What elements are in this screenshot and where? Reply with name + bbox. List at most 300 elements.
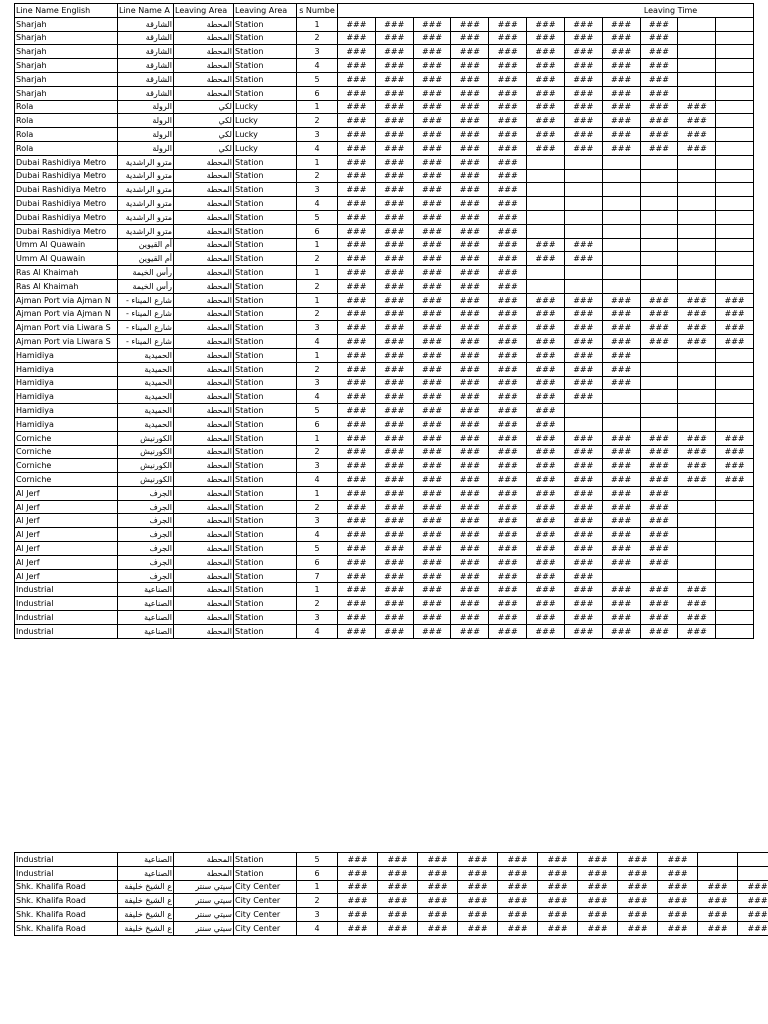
leaving-area-arabic-cell[interactable]: لكي [174, 141, 234, 155]
leaving-area-arabic-cell[interactable]: المحطة [174, 611, 234, 625]
line-name-english-cell[interactable]: Rola [15, 100, 118, 114]
leaving-area-arabic-cell[interactable]: المحطة [174, 404, 234, 418]
leaving-area-arabic-cell[interactable]: المحطة [174, 362, 234, 376]
leaving-time-cell[interactable]: ### [578, 894, 618, 908]
leaving-time-cell[interactable]: ### [578, 853, 618, 867]
leaving-time-cell[interactable] [527, 155, 565, 169]
leaving-area-english-cell[interactable]: Station [234, 404, 297, 418]
leaving-time-cell[interactable]: ### [489, 335, 527, 349]
leaving-time-cell[interactable]: ### [489, 307, 527, 321]
leaving-time-cell[interactable]: ### [640, 307, 678, 321]
leaving-time-cell[interactable] [698, 866, 738, 880]
leaving-time-cell[interactable]: ### [578, 866, 618, 880]
leaving-time-cell[interactable]: ### [413, 348, 451, 362]
leaving-time-cell[interactable]: ### [564, 252, 602, 266]
leaving-time-cell[interactable] [678, 376, 716, 390]
leaving-time-cell[interactable]: ### [602, 307, 640, 321]
line-name-english-cell[interactable]: Industrial [15, 583, 118, 597]
line-name-arabic-cell[interactable]: ع الشيخ خليفة [118, 908, 174, 922]
leaving-time-cell[interactable]: ### [602, 583, 640, 597]
leaving-time-cell[interactable]: ### [458, 921, 498, 935]
leaving-time-cell[interactable]: ### [375, 183, 413, 197]
leaving-time-cell[interactable]: ### [375, 348, 413, 362]
leaving-time-cell[interactable]: ### [602, 473, 640, 487]
line-name-english-cell[interactable]: Al Jerf [15, 486, 118, 500]
leaving-time-cell[interactable]: ### [489, 72, 527, 86]
line-name-english-cell[interactable]: Industrial [15, 597, 118, 611]
leaving-time-cell[interactable]: ### [489, 31, 527, 45]
leaving-area-english-cell[interactable]: Station [234, 500, 297, 514]
line-name-english-cell[interactable]: Industrial [15, 853, 118, 867]
line-name-arabic-cell[interactable]: ع الشيخ خليفة [118, 894, 174, 908]
leaving-area-english-cell[interactable]: Station [234, 86, 297, 100]
leaving-time-cell[interactable]: ### [678, 445, 716, 459]
line-name-english-cell[interactable]: Dubai Rashidiya Metro [15, 169, 118, 183]
leaving-time-cell[interactable]: ### [451, 611, 489, 625]
line-name-english-cell[interactable]: Al Jerf [15, 500, 118, 514]
leaving-time-cell[interactable]: ### [640, 542, 678, 556]
leaving-time-cell[interactable]: ### [564, 114, 602, 128]
leaving-time-cell[interactable] [678, 238, 716, 252]
leaving-time-cell[interactable]: ### [489, 376, 527, 390]
leaving-area-english-cell[interactable]: Station [234, 514, 297, 528]
leaving-time-cell[interactable] [678, 210, 716, 224]
line-name-english-cell[interactable]: Umm Al Quawain [15, 252, 118, 266]
leaving-time-cell[interactable] [678, 486, 716, 500]
leaving-time-cell[interactable]: ### [738, 894, 768, 908]
leaving-time-cell[interactable]: ### [640, 500, 678, 514]
leaving-time-cell[interactable]: ### [451, 335, 489, 349]
leaving-time-cell[interactable]: ### [678, 141, 716, 155]
line-name-english-cell[interactable]: Hamidiya [15, 390, 118, 404]
leaving-time-cell[interactable]: ### [602, 514, 640, 528]
leaving-time-cell[interactable]: ### [413, 404, 451, 418]
leaving-time-cell[interactable]: ### [375, 210, 413, 224]
bus-number-cell[interactable]: 2 [297, 114, 338, 128]
leaving-area-arabic-cell[interactable]: المحطة [174, 853, 234, 867]
leaving-time-cell[interactable] [564, 404, 602, 418]
leaving-time-cell[interactable]: ### [338, 880, 378, 894]
leaving-time-cell[interactable]: ### [338, 86, 376, 100]
leaving-area-english-cell[interactable]: Station [234, 279, 297, 293]
leaving-time-cell[interactable]: ### [564, 514, 602, 528]
leaving-area-arabic-cell[interactable]: المحطة [174, 583, 234, 597]
leaving-time-cell[interactable]: ### [451, 597, 489, 611]
leaving-area-arabic-cell[interactable]: المحطة [174, 169, 234, 183]
leaving-time-cell[interactable]: ### [564, 45, 602, 59]
leaving-time-cell[interactable]: ### [564, 431, 602, 445]
leaving-time-cell[interactable] [716, 404, 754, 418]
bus-number-cell[interactable]: 5 [297, 404, 338, 418]
leaving-time-cell[interactable]: ### [640, 45, 678, 59]
leaving-time-cell[interactable]: ### [678, 611, 716, 625]
leaving-area-arabic-cell[interactable]: المحطة [174, 266, 234, 280]
line-name-english-cell[interactable]: Sharjah [15, 72, 118, 86]
line-name-english-cell[interactable]: Dubai Rashidiya Metro [15, 183, 118, 197]
leaving-time-cell[interactable] [602, 390, 640, 404]
leaving-time-cell[interactable]: ### [564, 542, 602, 556]
leaving-time-cell[interactable]: ### [602, 445, 640, 459]
leaving-time-cell[interactable]: ### [458, 866, 498, 880]
leaving-area-arabic-cell[interactable]: المحطة [174, 486, 234, 500]
leaving-area-english-cell[interactable]: Station [234, 459, 297, 473]
leaving-time-cell[interactable]: ### [451, 486, 489, 500]
bus-number-cell[interactable]: 2 [297, 362, 338, 376]
leaving-area-arabic-cell[interactable]: المحطة [174, 31, 234, 45]
leaving-time-cell[interactable] [602, 169, 640, 183]
leaving-area-english-cell[interactable]: Station [234, 183, 297, 197]
leaving-time-cell[interactable] [678, 45, 716, 59]
line-name-arabic-cell[interactable]: مترو الراشدية [118, 169, 174, 183]
leaving-time-cell[interactable]: ### [338, 31, 376, 45]
leaving-area-arabic-cell[interactable]: المحطة [174, 238, 234, 252]
leaving-time-cell[interactable]: ### [489, 224, 527, 238]
leaving-time-cell[interactable] [602, 569, 640, 583]
leaving-time-cell[interactable]: ### [458, 894, 498, 908]
header-leaving-area-arabic[interactable]: Leaving Area [174, 4, 234, 18]
leaving-area-english-cell[interactable]: Lucky [234, 141, 297, 155]
leaving-time-cell[interactable]: ### [375, 72, 413, 86]
leaving-time-cell[interactable]: ### [338, 321, 376, 335]
leaving-time-cell[interactable]: ### [489, 183, 527, 197]
line-name-english-cell[interactable]: Rola [15, 114, 118, 128]
leaving-time-cell[interactable]: ### [489, 197, 527, 211]
leaving-time-cell[interactable]: ### [375, 293, 413, 307]
line-name-arabic-cell[interactable]: الكورنيش [118, 445, 174, 459]
leaving-time-cell[interactable]: ### [564, 307, 602, 321]
leaving-time-cell[interactable]: ### [489, 362, 527, 376]
line-name-arabic-cell[interactable]: الكورنيش [118, 459, 174, 473]
leaving-area-english-cell[interactable]: Station [234, 542, 297, 556]
leaving-time-cell[interactable]: ### [564, 362, 602, 376]
leaving-area-arabic-cell[interactable]: سيتي سنتر [174, 894, 234, 908]
leaving-time-cell[interactable]: ### [375, 376, 413, 390]
leaving-time-cell[interactable]: ### [338, 500, 376, 514]
leaving-time-cell[interactable] [678, 390, 716, 404]
leaving-time-cell[interactable] [602, 266, 640, 280]
leaving-time-cell[interactable] [738, 866, 768, 880]
leaving-time-cell[interactable] [678, 542, 716, 556]
leaving-time-cell[interactable]: ### [527, 128, 565, 142]
leaving-area-english-cell[interactable]: Station [234, 224, 297, 238]
bus-number-cell[interactable]: 3 [297, 45, 338, 59]
line-name-arabic-cell[interactable]: الكورنيش [118, 431, 174, 445]
leaving-area-english-cell[interactable]: Lucky [234, 114, 297, 128]
line-name-english-cell[interactable]: Ajman Port via Ajman N [15, 293, 118, 307]
leaving-time-cell[interactable]: ### [640, 459, 678, 473]
leaving-time-cell[interactable]: ### [618, 894, 658, 908]
leaving-time-cell[interactable]: ### [451, 59, 489, 73]
leaving-time-cell[interactable]: ### [640, 321, 678, 335]
leaving-time-cell[interactable]: ### [451, 445, 489, 459]
leaving-time-cell[interactable]: ### [564, 569, 602, 583]
leaving-time-cell[interactable] [716, 17, 754, 31]
leaving-time-cell[interactable]: ### [489, 210, 527, 224]
line-name-arabic-cell[interactable]: الجرف [118, 500, 174, 514]
leaving-time-cell[interactable]: ### [338, 431, 376, 445]
leaving-area-english-cell[interactable]: Station [234, 486, 297, 500]
leaving-time-cell[interactable]: ### [602, 45, 640, 59]
leaving-time-cell[interactable] [527, 279, 565, 293]
leaving-time-cell[interactable]: ### [338, 141, 376, 155]
leaving-time-cell[interactable] [716, 514, 754, 528]
leaving-time-cell[interactable] [640, 279, 678, 293]
leaving-area-english-cell[interactable]: Station [234, 417, 297, 431]
leaving-time-cell[interactable] [716, 114, 754, 128]
leaving-time-cell[interactable]: ### [640, 597, 678, 611]
bus-number-cell[interactable]: 5 [297, 72, 338, 86]
header-leaving-time[interactable] [338, 4, 754, 18]
leaving-time-cell[interactable] [678, 279, 716, 293]
leaving-time-cell[interactable]: ### [527, 542, 565, 556]
leaving-time-cell[interactable]: ### [640, 86, 678, 100]
leaving-time-cell[interactable]: ### [418, 853, 458, 867]
leaving-time-cell[interactable]: ### [413, 390, 451, 404]
bus-number-cell[interactable]: 1 [297, 293, 338, 307]
leaving-time-cell[interactable]: ### [375, 583, 413, 597]
leaving-area-english-cell[interactable]: Station [234, 569, 297, 583]
leaving-time-cell[interactable] [602, 210, 640, 224]
leaving-time-cell[interactable]: ### [375, 431, 413, 445]
leaving-time-cell[interactable]: ### [489, 486, 527, 500]
bus-number-cell[interactable]: 4 [297, 141, 338, 155]
line-name-english-cell[interactable]: Hamidiya [15, 362, 118, 376]
leaving-time-cell[interactable]: ### [375, 307, 413, 321]
leaving-area-english-cell[interactable]: City Center [234, 880, 297, 894]
leaving-time-cell[interactable]: ### [375, 100, 413, 114]
leaving-time-cell[interactable]: ### [413, 542, 451, 556]
leaving-time-cell[interactable]: ### [338, 72, 376, 86]
leaving-time-cell[interactable]: ### [418, 921, 458, 935]
line-name-english-cell[interactable]: Dubai Rashidiya Metro [15, 224, 118, 238]
leaving-time-cell[interactable]: ### [413, 569, 451, 583]
leaving-time-cell[interactable]: ### [538, 853, 578, 867]
leaving-time-cell[interactable]: ### [602, 100, 640, 114]
leaving-time-cell[interactable]: ### [602, 431, 640, 445]
leaving-time-cell[interactable]: ### [602, 486, 640, 500]
line-name-arabic-cell[interactable]: الصناعية [118, 611, 174, 625]
leaving-area-arabic-cell[interactable]: المحطة [174, 197, 234, 211]
leaving-time-cell[interactable]: ### [489, 252, 527, 266]
leaving-time-cell[interactable]: ### [338, 348, 376, 362]
leaving-time-cell[interactable] [640, 404, 678, 418]
bus-number-cell[interactable]: 3 [297, 514, 338, 528]
leaving-time-cell[interactable]: ### [618, 853, 658, 867]
leaving-time-cell[interactable]: ### [338, 224, 376, 238]
leaving-time-cell[interactable]: ### [716, 459, 754, 473]
leaving-area-arabic-cell[interactable]: المحطة [174, 390, 234, 404]
line-name-arabic-cell[interactable]: الحميدية [118, 362, 174, 376]
leaving-time-cell[interactable] [640, 569, 678, 583]
bus-number-cell[interactable]: 6 [297, 866, 338, 880]
leaving-time-cell[interactable]: ### [578, 908, 618, 922]
line-name-english-cell[interactable]: Shk. Khalifa Road [15, 880, 118, 894]
leaving-time-cell[interactable] [716, 486, 754, 500]
leaving-area-english-cell[interactable]: Lucky [234, 128, 297, 142]
leaving-time-cell[interactable] [738, 853, 768, 867]
leaving-time-cell[interactable]: ### [640, 583, 678, 597]
leaving-area-english-cell[interactable]: Station [234, 266, 297, 280]
line-name-arabic-cell[interactable]: ع الشيخ خليفة [118, 880, 174, 894]
leaving-time-cell[interactable]: ### [451, 459, 489, 473]
leaving-time-cell[interactable]: ### [413, 376, 451, 390]
leaving-time-cell[interactable]: ### [527, 86, 565, 100]
leaving-time-cell[interactable] [678, 169, 716, 183]
leaving-time-cell[interactable]: ### [640, 486, 678, 500]
leaving-time-cell[interactable]: ### [527, 293, 565, 307]
leaving-time-cell[interactable]: ### [338, 569, 376, 583]
leaving-time-cell[interactable]: ### [338, 114, 376, 128]
leaving-time-cell[interactable]: ### [413, 500, 451, 514]
leaving-time-cell[interactable]: ### [375, 86, 413, 100]
line-name-arabic-cell[interactable]: الجرف [118, 486, 174, 500]
line-name-arabic-cell[interactable]: شارع الميناء - [118, 293, 174, 307]
leaving-time-cell[interactable]: ### [413, 169, 451, 183]
line-name-arabic-cell[interactable]: الصناعية [118, 624, 174, 638]
line-name-arabic-cell[interactable]: الجرف [118, 542, 174, 556]
leaving-time-cell[interactable]: ### [451, 72, 489, 86]
line-name-english-cell[interactable]: Al Jerf [15, 555, 118, 569]
leaving-time-cell[interactable]: ### [338, 335, 376, 349]
leaving-time-cell[interactable]: ### [375, 362, 413, 376]
leaving-time-cell[interactable]: ### [451, 224, 489, 238]
leaving-time-cell[interactable]: ### [418, 880, 458, 894]
line-name-english-cell[interactable]: Corniche [15, 473, 118, 487]
leaving-time-cell[interactable]: ### [678, 128, 716, 142]
line-name-english-cell[interactable]: Umm Al Quawain [15, 238, 118, 252]
leaving-time-cell[interactable] [602, 404, 640, 418]
line-name-english-cell[interactable]: Dubai Rashidiya Metro [15, 210, 118, 224]
leaving-time-cell[interactable]: ### [698, 894, 738, 908]
leaving-time-cell[interactable]: ### [413, 197, 451, 211]
leaving-time-cell[interactable] [602, 155, 640, 169]
leaving-time-cell[interactable]: ### [413, 597, 451, 611]
leaving-time-cell[interactable]: ### [640, 17, 678, 31]
line-name-english-cell[interactable]: Dubai Rashidiya Metro [15, 197, 118, 211]
leaving-time-cell[interactable]: ### [527, 569, 565, 583]
leaving-time-cell[interactable]: ### [527, 514, 565, 528]
bus-number-cell[interactable]: 1 [297, 431, 338, 445]
leaving-time-cell[interactable]: ### [413, 224, 451, 238]
leaving-time-cell[interactable]: ### [489, 583, 527, 597]
line-name-english-cell[interactable]: Sharjah [15, 86, 118, 100]
leaving-time-cell[interactable]: ### [498, 880, 538, 894]
leaving-time-cell[interactable]: ### [413, 183, 451, 197]
line-name-arabic-cell[interactable]: الحميدية [118, 404, 174, 418]
leaving-time-cell[interactable]: ### [451, 100, 489, 114]
leaving-time-cell[interactable]: ### [413, 583, 451, 597]
line-name-arabic-cell[interactable]: الحميدية [118, 376, 174, 390]
bus-number-cell[interactable]: 2 [297, 307, 338, 321]
leaving-time-cell[interactable]: ### [338, 307, 376, 321]
leaving-time-cell[interactable]: ### [375, 486, 413, 500]
leaving-area-arabic-cell[interactable]: المحطة [174, 183, 234, 197]
leaving-time-cell[interactable]: ### [640, 128, 678, 142]
leaving-time-cell[interactable] [527, 266, 565, 280]
leaving-area-english-cell[interactable]: Station [234, 321, 297, 335]
leaving-time-cell[interactable]: ### [564, 459, 602, 473]
leaving-area-english-cell[interactable]: Station [234, 335, 297, 349]
leaving-time-cell[interactable]: ### [375, 528, 413, 542]
leaving-time-cell[interactable]: ### [527, 362, 565, 376]
leaving-area-english-cell[interactable]: Station [234, 866, 297, 880]
header-leaving-area-english[interactable]: Leaving Area [234, 4, 297, 18]
leaving-time-cell[interactable]: ### [640, 473, 678, 487]
leaving-time-cell[interactable]: ### [527, 376, 565, 390]
leaving-time-cell[interactable]: ### [564, 59, 602, 73]
leaving-time-cell[interactable]: ### [375, 155, 413, 169]
leaving-time-cell[interactable]: ### [375, 17, 413, 31]
leaving-time-cell[interactable] [678, 417, 716, 431]
leaving-area-arabic-cell[interactable]: المحطة [174, 473, 234, 487]
leaving-time-cell[interactable]: ### [338, 169, 376, 183]
leaving-time-cell[interactable]: ### [527, 45, 565, 59]
leaving-time-cell[interactable]: ### [375, 321, 413, 335]
leaving-time-cell[interactable] [678, 224, 716, 238]
leaving-time-cell[interactable]: ### [451, 555, 489, 569]
leaving-time-cell[interactable]: ### [527, 528, 565, 542]
leaving-time-cell[interactable] [716, 252, 754, 266]
leaving-time-cell[interactable] [716, 31, 754, 45]
line-name-english-cell[interactable]: Corniche [15, 459, 118, 473]
leaving-time-cell[interactable]: ### [451, 348, 489, 362]
leaving-time-cell[interactable]: ### [527, 583, 565, 597]
leaving-time-cell[interactable]: ### [658, 921, 698, 935]
leaving-area-arabic-cell[interactable]: سيتي سنتر [174, 921, 234, 935]
leaving-time-cell[interactable]: ### [498, 908, 538, 922]
leaving-time-cell[interactable]: ### [738, 908, 768, 922]
leaving-time-cell[interactable]: ### [458, 908, 498, 922]
leaving-time-cell[interactable] [716, 72, 754, 86]
leaving-time-cell[interactable]: ### [338, 555, 376, 569]
leaving-area-arabic-cell[interactable]: المحطة [174, 210, 234, 224]
leaving-area-arabic-cell[interactable]: المحطة [174, 431, 234, 445]
line-name-english-cell[interactable]: Corniche [15, 431, 118, 445]
leaving-time-cell[interactable]: ### [640, 293, 678, 307]
line-name-english-cell[interactable]: Rola [15, 128, 118, 142]
leaving-time-cell[interactable]: ### [338, 155, 376, 169]
leaving-time-cell[interactable]: ### [618, 921, 658, 935]
leaving-time-cell[interactable]: ### [413, 155, 451, 169]
bus-number-cell[interactable]: 6 [297, 86, 338, 100]
leaving-time-cell[interactable]: ### [527, 307, 565, 321]
leaving-time-cell[interactable]: ### [413, 100, 451, 114]
leaving-area-arabic-cell[interactable]: المحطة [174, 45, 234, 59]
leaving-time-cell[interactable]: ### [716, 321, 754, 335]
leaving-time-cell[interactable]: ### [413, 431, 451, 445]
leaving-area-arabic-cell[interactable]: المحطة [174, 445, 234, 459]
leaving-area-arabic-cell[interactable]: المحطة [174, 866, 234, 880]
leaving-time-cell[interactable]: ### [338, 390, 376, 404]
leaving-time-cell[interactable]: ### [413, 266, 451, 280]
line-name-arabic-cell[interactable]: الشارقة [118, 86, 174, 100]
leaving-area-arabic-cell[interactable]: المحطة [174, 59, 234, 73]
leaving-time-cell[interactable]: ### [602, 293, 640, 307]
leaving-area-arabic-cell[interactable]: المحطة [174, 252, 234, 266]
leaving-time-cell[interactable]: ### [498, 894, 538, 908]
leaving-time-cell[interactable]: ### [564, 86, 602, 100]
leaving-time-cell[interactable] [678, 197, 716, 211]
leaving-time-cell[interactable]: ### [640, 141, 678, 155]
leaving-time-cell[interactable]: ### [375, 445, 413, 459]
leaving-time-cell[interactable] [527, 169, 565, 183]
leaving-time-cell[interactable] [716, 542, 754, 556]
line-name-arabic-cell[interactable]: الصناعية [118, 866, 174, 880]
leaving-time-cell[interactable]: ### [413, 362, 451, 376]
leaving-time-cell[interactable]: ### [640, 611, 678, 625]
leaving-time-cell[interactable]: ### [418, 894, 458, 908]
leaving-area-arabic-cell[interactable]: لكي [174, 114, 234, 128]
